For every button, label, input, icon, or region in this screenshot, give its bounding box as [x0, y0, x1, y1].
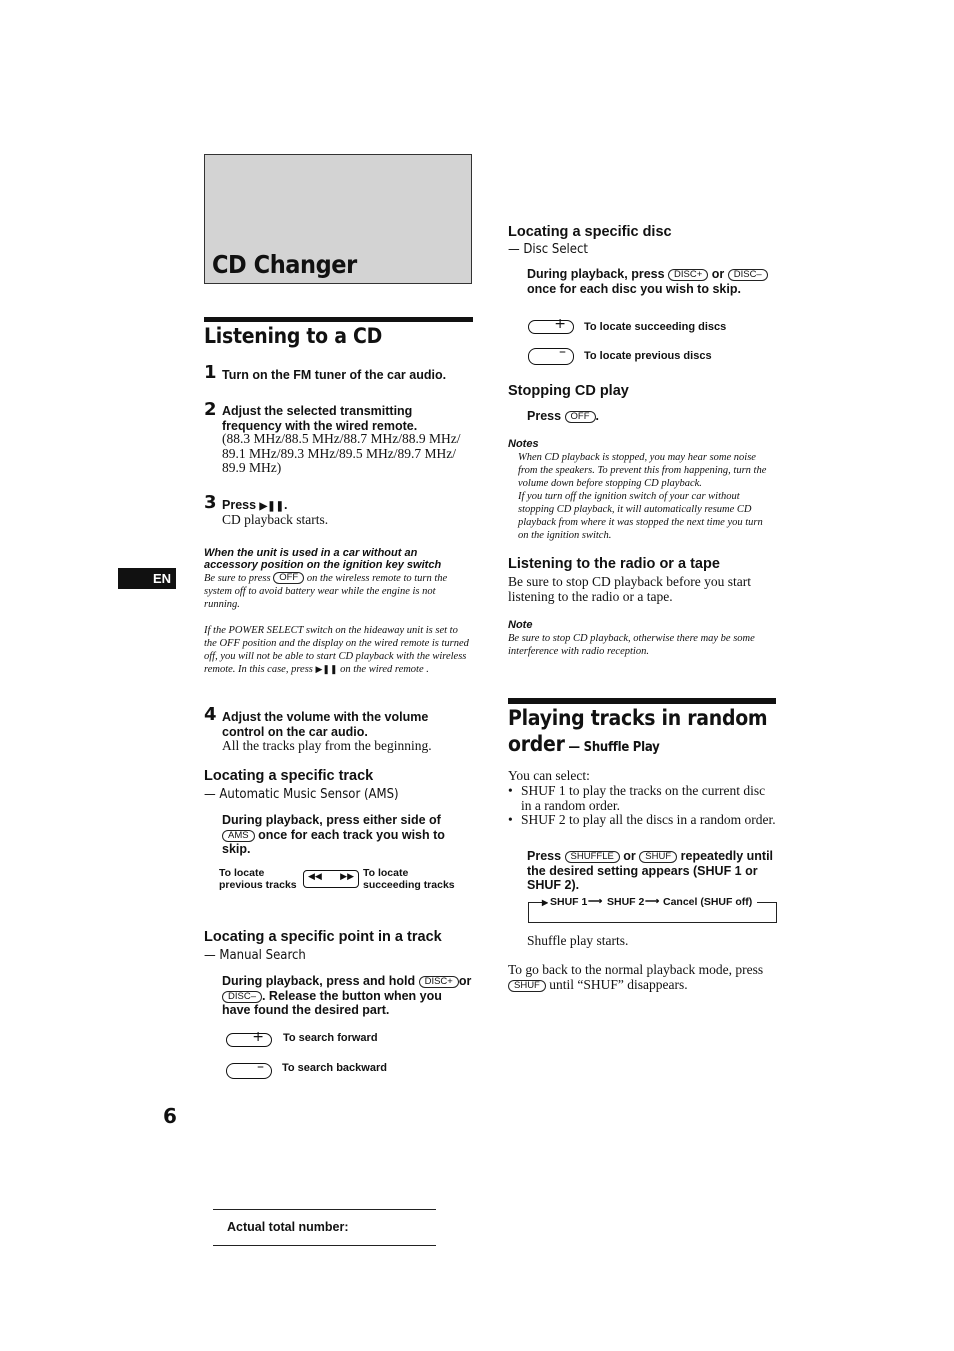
succeeding-discs-label: To locate succeeding discs: [584, 321, 727, 333]
disc-plus-button-diagram: [528, 316, 574, 334]
section-title: CD Changer: [212, 250, 357, 279]
disc-minus-key: DISC–: [222, 991, 262, 1003]
step-2-text: Adjust the selected transmitting frequency with the wired remote.: [222, 404, 418, 433]
cycle-item: Cancel (SHUF off): [663, 896, 753, 908]
next-icon: ▶▶: [340, 872, 354, 882]
off-key: OFF: [273, 572, 304, 584]
off-key: OFF: [565, 411, 596, 423]
label-succeeding-tracks: To locate succeeding tracks: [363, 867, 455, 891]
listening-heading: Listening to a CD: [204, 324, 383, 348]
play-pause-icon: ▶❚❚: [315, 664, 338, 674]
search-forward-label: To search forward: [283, 1032, 378, 1044]
disc-heading: Locating a specific disc: [508, 224, 672, 240]
step-2-number: 2: [204, 399, 217, 420]
note-paragraph-2: If the POWER SELECT switch on the hideaway unit is set to the OFF position and the display on the wired remote is turned off, you will not be able to start CD playback with the wireless remote. In this case, press ▶❚❚ on the wired remote .: [204, 625, 469, 675]
cycle-item: SHUF 1: [550, 896, 588, 908]
step-3-number: 3: [204, 492, 217, 513]
point-heading: Locating a specific point in a track: [204, 929, 442, 945]
step-1-number: 1: [204, 362, 217, 383]
track-heading: Locating a specific track: [204, 768, 374, 784]
note-item-1: When CD playback is stopped, you may hear some noise from the speakers. To prevent this from happening, turn the volume down before stopping CD playback.: [518, 452, 767, 489]
shuffle-intro: You can select:: [508, 768, 590, 783]
previous-icon: ◀◀: [308, 872, 322, 882]
shuf-key: SHUF: [639, 851, 677, 863]
language-tab: [118, 568, 176, 589]
radio-text: Be sure to stop CD playback before you start listening to the radio or a tape.: [508, 574, 751, 604]
shuffle-heading-line-1: Playing tracks in random: [508, 706, 768, 730]
note-item-2: If you turn off the ignition switch of your car without stopping CD playback, it will automatically resume CD playback from where it was stopped the next time you turn on the ignition switch.: [518, 491, 763, 541]
plus-icon: +: [252, 1029, 264, 1045]
step-2-detail: (88.3 MHz/88.5 MHz/88.7 MHz/88.9 MHz/ 89.1 MHz/89.3 MHz/89.5 MHz/89.7 MHz/ 89.9 MHz): [222, 431, 461, 475]
label-previous-tracks: To locate previous tracks: [219, 867, 297, 891]
arrow-right-icon: ⟶: [588, 896, 603, 907]
heading-rule: [204, 317, 473, 322]
shuffle-instruction: Press SHUFFLE or SHUF repeatedly until the desired setting appears (SHUF 1 or SHUF 2).: [527, 849, 774, 892]
shuffle-back-text: To go back to the normal playback mode, press SHUF until “SHUF” disappears.: [508, 962, 764, 992]
step-3-text: Press ▶❚❚.: [222, 498, 288, 512]
shuffle-starts-text: Shuffle play starts.: [527, 933, 629, 948]
ams-key: AMS: [222, 830, 255, 842]
language-tab-label: EN: [152, 571, 171, 586]
ams-button-diagram: [303, 870, 359, 888]
notes-heading: Notes: [508, 438, 539, 450]
step-1-text: Turn on the FM tuner of the car audio.: [222, 368, 447, 382]
disc-plus-button-diagram: [226, 1029, 272, 1047]
step-4-text: Adjust the volume with the volume control on the car audio.: [222, 710, 429, 739]
radio-note: Be sure to stop CD playback, otherwise there may be some interference with radio reception.: [508, 633, 755, 657]
shuffle-heading-rule: [508, 698, 776, 704]
disc-instruction: During playback, press DISC+ or DISC– once for each disc you wish to skip.: [527, 267, 775, 296]
total-top-rule: [213, 1209, 436, 1210]
disc-minus-button-diagram: [226, 1059, 272, 1079]
disc-plus-key: DISC+: [419, 976, 459, 988]
list-item: • SHUF 2 to play all the discs in a random order.: [508, 813, 778, 828]
step-4-detail: All the tracks play from the beginning.: [222, 738, 432, 753]
disc-subheading: — Disc Select: [508, 242, 589, 257]
arrow-right-icon: ▶: [542, 898, 549, 907]
cycle-item: SHUF 2: [607, 896, 645, 908]
radio-heading: Listening to the radio or a tape: [508, 556, 720, 572]
disc-plus-key: DISC+: [668, 269, 708, 281]
shuffle-cycle-labels: [528, 896, 777, 910]
minus-icon: –: [257, 1059, 264, 1075]
page-number: 6: [163, 1104, 177, 1128]
disc-minus-key: DISC–: [728, 269, 768, 281]
cycle-line: [757, 902, 777, 903]
step-3-detail: CD playback starts.: [222, 512, 329, 527]
shuffle-subheading: — Shuffle Play: [564, 740, 660, 755]
shuf-key: SHUF: [508, 980, 546, 992]
shuffle-options-list: [508, 784, 778, 828]
shuffle-heading-line-2: order — Shuffle Play: [508, 732, 660, 756]
play-pause-icon: ▶❚❚: [259, 501, 284, 512]
shuffle-key: SHUFFLE: [565, 851, 620, 863]
stop-instruction: Press OFF .: [527, 409, 600, 423]
stop-heading: Stopping CD play: [508, 383, 629, 399]
point-subheading: — Manual Search: [204, 948, 306, 963]
previous-discs-label: To locate previous discs: [584, 350, 712, 362]
list-item: • SHUF 1 to play the tracks on the current disc in a random order.: [508, 784, 778, 813]
total-bottom-rule: [213, 1245, 436, 1246]
note-heading: When the unit is used in a car without an accessory position on the ignition key switch: [204, 547, 442, 571]
total-label: Actual total number:: [227, 1220, 349, 1234]
disc-minus-button-diagram: [528, 344, 574, 365]
arrow-right-icon: ⟶: [645, 896, 660, 907]
radio-note-heading: Note: [508, 619, 533, 631]
search-backward-label: To search backward: [282, 1062, 387, 1074]
point-instruction: During playback, press and hold DISC+ or DISC– . Release the button when you have found the desired part.: [222, 974, 472, 1017]
note-paragraph-1: Be sure to press OFF on the wireless remote to turn the system off to avoid battery wear while the engine is not running.: [204, 572, 448, 610]
step-4-number: 4: [204, 704, 217, 725]
plus-icon: +: [554, 316, 566, 332]
section-title-box: [204, 154, 472, 284]
minus-icon: –: [559, 344, 566, 360]
track-instruction: During playback, press either side of AMS once for each track you wish to skip.: [222, 813, 445, 856]
track-subheading: — Automatic Music Sensor (AMS): [204, 787, 399, 802]
